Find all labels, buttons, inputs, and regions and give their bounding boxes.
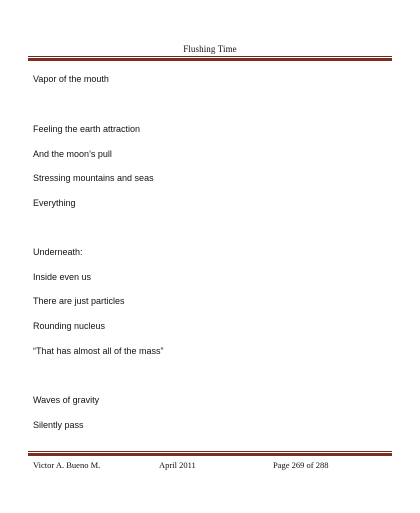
footer-rule — [28, 451, 392, 456]
poem-line: Inside even us — [33, 272, 92, 282]
poem-line: There are just particles — [33, 296, 125, 306]
footer-rule-thin — [28, 451, 392, 452]
header-title: Flushing Time — [183, 44, 237, 54]
poem-line: “That has almost all of the mass” — [33, 346, 164, 356]
header-rule-thin — [28, 56, 392, 57]
poem-line: Everything — [33, 198, 76, 208]
poem-line: Vapor of the mouth — [33, 74, 109, 84]
poem-line: Feeling the earth attraction — [33, 124, 141, 134]
header-rule-thick — [28, 58, 392, 61]
page-footer — [0, 460, 420, 472]
poem-line: Stressing mountains and seas — [33, 173, 154, 183]
poem-line: Rounding nucleus — [33, 321, 106, 331]
footer-author: Victor A. Bueno M. — [33, 460, 101, 470]
poem-line: Waves of gravity — [33, 395, 100, 405]
header-rule — [28, 56, 392, 61]
footer-date: April 2011 — [159, 460, 196, 470]
poem-line: Silently pass — [33, 420, 84, 430]
poem-line: Underneath: — [33, 247, 83, 257]
footer-page-number: Page 269 of 288 — [273, 460, 329, 470]
poem-line: And the moon’s pull — [33, 149, 112, 159]
footer-rule-thick — [28, 453, 392, 456]
